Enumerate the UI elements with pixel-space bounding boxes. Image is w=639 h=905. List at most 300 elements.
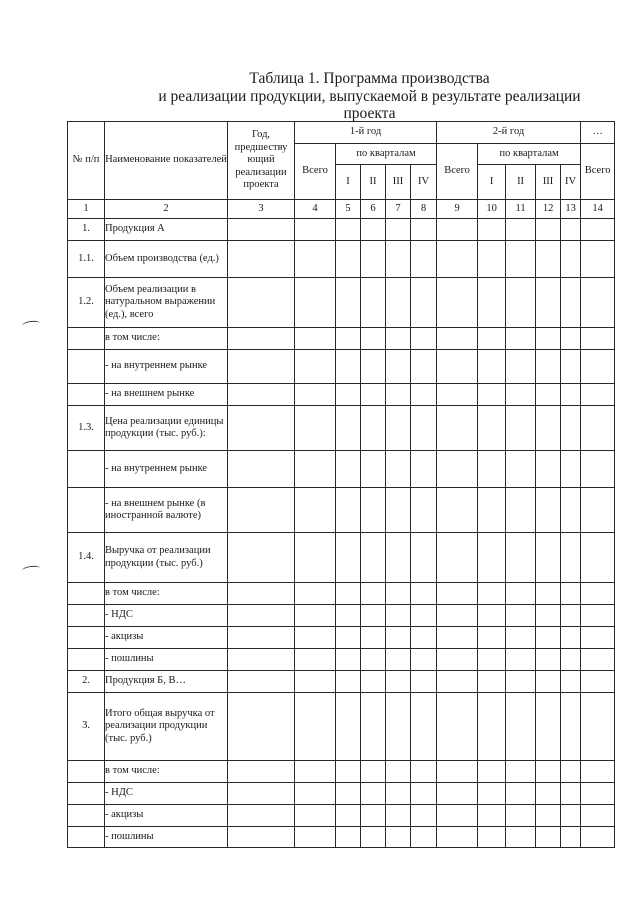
value-cell[interactable] — [295, 328, 336, 350]
value-cell[interactable] — [411, 451, 437, 488]
value-cell[interactable] — [336, 488, 361, 533]
value-cell[interactable] — [536, 278, 561, 328]
value-cell[interactable] — [295, 533, 336, 583]
value-cell[interactable] — [361, 649, 386, 671]
value-cell[interactable] — [336, 671, 361, 693]
value-cell[interactable] — [581, 241, 615, 278]
value-cell[interactable] — [536, 671, 561, 693]
value-cell[interactable] — [361, 241, 386, 278]
value-cell[interactable] — [437, 627, 478, 649]
column-number-cell: 4 — [295, 200, 336, 219]
value-cell[interactable] — [228, 451, 295, 488]
value-cell[interactable] — [506, 488, 536, 533]
value-cell[interactable] — [536, 783, 561, 805]
value-cell[interactable] — [581, 533, 615, 583]
value-cell[interactable] — [386, 649, 411, 671]
value-cell[interactable] — [536, 451, 561, 488]
indicator-name-cell: в том числе: — [105, 761, 228, 783]
value-cell[interactable] — [581, 488, 615, 533]
header-more-total: Всего — [581, 144, 615, 200]
value-cell[interactable] — [295, 219, 336, 241]
value-cell[interactable] — [336, 406, 361, 451]
value-cell[interactable] — [361, 278, 386, 328]
table-row — [68, 219, 615, 241]
value-cell[interactable] — [536, 219, 561, 241]
value-cell[interactable] — [506, 805, 536, 827]
value-cell[interactable] — [361, 350, 386, 384]
value-cell[interactable] — [536, 328, 561, 350]
value-cell[interactable] — [295, 627, 336, 649]
value-cell[interactable] — [478, 406, 506, 451]
value-cell[interactable] — [506, 406, 536, 451]
row-number-cell: 2. — [68, 671, 105, 693]
value-cell[interactable] — [361, 627, 386, 649]
value-cell[interactable] — [437, 583, 478, 605]
value-cell[interactable] — [336, 583, 361, 605]
value-cell[interactable] — [295, 241, 336, 278]
row-number-cell — [68, 605, 105, 627]
indicator-name-cell: Выручка от реализации продукции (тыс. руб.) — [105, 533, 228, 583]
header-num: № п/п — [68, 122, 105, 200]
value-cell[interactable] — [561, 278, 581, 328]
value-cell[interactable] — [361, 827, 386, 848]
value-cell[interactable] — [506, 350, 536, 384]
value-cell[interactable] — [336, 219, 361, 241]
value-cell[interactable] — [506, 384, 536, 406]
value-cell[interactable] — [478, 533, 506, 583]
value-cell[interactable] — [536, 384, 561, 406]
value-cell[interactable] — [228, 693, 295, 761]
table-row — [68, 649, 615, 671]
value-cell[interactable] — [478, 451, 506, 488]
value-cell[interactable] — [295, 488, 336, 533]
value-cell[interactable] — [295, 761, 336, 783]
value-cell[interactable] — [561, 671, 581, 693]
value-cell[interactable] — [336, 827, 361, 848]
value-cell[interactable] — [228, 761, 295, 783]
value-cell[interactable] — [228, 241, 295, 278]
value-cell[interactable] — [478, 761, 506, 783]
table-row — [68, 783, 615, 805]
value-cell[interactable] — [561, 384, 581, 406]
value-cell[interactable] — [437, 451, 478, 488]
value-cell[interactable] — [478, 241, 506, 278]
value-cell[interactable] — [478, 693, 506, 761]
value-cell[interactable] — [228, 488, 295, 533]
value-cell[interactable] — [437, 350, 478, 384]
value-cell[interactable] — [581, 328, 615, 350]
value-cell[interactable] — [411, 533, 437, 583]
value-cell[interactable] — [581, 827, 615, 848]
value-cell[interactable] — [536, 649, 561, 671]
value-cell[interactable] — [437, 278, 478, 328]
value-cell[interactable] — [361, 761, 386, 783]
value-cell[interactable] — [228, 805, 295, 827]
value-cell[interactable] — [506, 328, 536, 350]
header-year2-total: Всего — [437, 144, 478, 200]
value-cell[interactable] — [536, 406, 561, 451]
value-cell[interactable] — [437, 693, 478, 761]
value-cell[interactable] — [228, 328, 295, 350]
value-cell[interactable] — [295, 783, 336, 805]
value-cell[interactable] — [386, 693, 411, 761]
value-cell[interactable] — [336, 693, 361, 761]
value-cell[interactable] — [295, 451, 336, 488]
indicator-name-cell: в том числе: — [105, 328, 228, 350]
row-number-cell — [68, 827, 105, 848]
value-cell[interactable] — [361, 219, 386, 241]
row-number-cell — [68, 805, 105, 827]
value-cell[interactable] — [411, 805, 437, 827]
row-number-cell: 1.1. — [68, 241, 105, 278]
value-cell[interactable] — [386, 783, 411, 805]
value-cell[interactable] — [561, 328, 581, 350]
header-year1-by-quarters: по кварталам — [336, 144, 437, 165]
table-row — [68, 627, 615, 649]
value-cell[interactable] — [411, 827, 437, 848]
value-cell[interactable] — [437, 384, 478, 406]
value-cell[interactable] — [478, 805, 506, 827]
value-cell[interactable] — [336, 761, 361, 783]
value-cell[interactable] — [536, 827, 561, 848]
indicator-name-cell: - пошлины — [105, 827, 228, 848]
value-cell[interactable] — [386, 671, 411, 693]
value-cell[interactable] — [478, 827, 506, 848]
value-cell[interactable] — [561, 241, 581, 278]
value-cell[interactable] — [386, 278, 411, 328]
value-cell[interactable] — [561, 451, 581, 488]
value-cell[interactable] — [361, 533, 386, 583]
value-cell[interactable] — [437, 783, 478, 805]
value-cell[interactable] — [437, 671, 478, 693]
row-number-cell — [68, 627, 105, 649]
value-cell[interactable] — [386, 605, 411, 627]
value-cell[interactable] — [386, 384, 411, 406]
value-cell[interactable] — [386, 627, 411, 649]
value-cell[interactable] — [506, 671, 536, 693]
value-cell[interactable] — [437, 605, 478, 627]
value-cell[interactable] — [336, 384, 361, 406]
value-cell[interactable] — [506, 649, 536, 671]
value-cell[interactable] — [361, 693, 386, 761]
value-cell[interactable] — [581, 627, 615, 649]
value-cell[interactable] — [336, 783, 361, 805]
table-row — [68, 761, 615, 783]
value-cell[interactable] — [295, 278, 336, 328]
value-cell[interactable] — [228, 671, 295, 693]
value-cell[interactable] — [506, 219, 536, 241]
value-cell[interactable] — [478, 605, 506, 627]
value-cell[interactable] — [361, 488, 386, 533]
indicator-name-cell: - пошлины — [105, 649, 228, 671]
row-number-cell — [68, 328, 105, 350]
column-number-cell: 7 — [386, 200, 411, 219]
value-cell[interactable] — [561, 627, 581, 649]
value-cell[interactable] — [536, 488, 561, 533]
production-program-table — [67, 121, 615, 848]
value-cell[interactable] — [386, 827, 411, 848]
value-cell[interactable] — [411, 219, 437, 241]
table-row — [68, 671, 615, 693]
value-cell[interactable] — [561, 783, 581, 805]
value-cell[interactable] — [295, 693, 336, 761]
value-cell[interactable] — [478, 350, 506, 384]
value-cell[interactable] — [336, 805, 361, 827]
row-number-cell — [68, 384, 105, 406]
value-cell[interactable] — [228, 350, 295, 384]
value-cell[interactable] — [536, 583, 561, 605]
value-cell[interactable] — [506, 583, 536, 605]
value-cell[interactable] — [478, 328, 506, 350]
value-cell[interactable] — [386, 533, 411, 583]
value-cell[interactable] — [478, 671, 506, 693]
value-cell[interactable] — [561, 693, 581, 761]
value-cell[interactable] — [506, 451, 536, 488]
value-cell[interactable] — [228, 583, 295, 605]
value-cell[interactable] — [581, 649, 615, 671]
value-cell[interactable] — [361, 783, 386, 805]
row-number-cell — [68, 761, 105, 783]
value-cell[interactable] — [437, 328, 478, 350]
value-cell[interactable] — [478, 783, 506, 805]
value-cell[interactable] — [581, 605, 615, 627]
value-cell[interactable] — [336, 605, 361, 627]
value-cell[interactable] — [536, 605, 561, 627]
value-cell[interactable] — [561, 406, 581, 451]
value-cell[interactable] — [386, 488, 411, 533]
value-cell[interactable] — [506, 627, 536, 649]
value-cell[interactable] — [411, 241, 437, 278]
value-cell[interactable] — [295, 406, 336, 451]
value-cell[interactable] — [437, 406, 478, 451]
value-cell[interactable] — [506, 761, 536, 783]
value-cell[interactable] — [386, 451, 411, 488]
value-cell[interactable] — [361, 384, 386, 406]
table-row — [68, 533, 615, 583]
column-number-cell: 6 — [361, 200, 386, 219]
value-cell[interactable] — [386, 761, 411, 783]
value-cell[interactable] — [506, 241, 536, 278]
value-cell[interactable] — [295, 384, 336, 406]
value-cell[interactable] — [536, 533, 561, 583]
value-cell[interactable] — [437, 649, 478, 671]
row-number-cell — [68, 451, 105, 488]
value-cell[interactable] — [336, 533, 361, 583]
header-year-2: 2-й год — [437, 122, 581, 144]
table-row — [68, 350, 615, 384]
value-cell[interactable] — [295, 805, 336, 827]
row-number-cell — [68, 350, 105, 384]
value-cell[interactable] — [437, 827, 478, 848]
row-number-cell — [68, 783, 105, 805]
value-cell[interactable] — [561, 583, 581, 605]
value-cell[interactable] — [295, 583, 336, 605]
header-year-1: 1-й год — [295, 122, 437, 144]
value-cell[interactable] — [411, 406, 437, 451]
value-cell[interactable] — [386, 328, 411, 350]
value-cell[interactable] — [561, 761, 581, 783]
value-cell[interactable] — [581, 384, 615, 406]
column-number-cell: 2 — [105, 200, 228, 219]
indicator-name-cell: Цена реализации единицы продукции (тыс. руб.): — [105, 406, 228, 451]
value-cell[interactable] — [336, 328, 361, 350]
indicator-name-cell: - акцизы — [105, 805, 228, 827]
value-cell[interactable] — [295, 350, 336, 384]
column-number-cell: 14 — [581, 200, 615, 219]
value-cell[interactable] — [478, 384, 506, 406]
value-cell[interactable] — [478, 219, 506, 241]
value-cell[interactable] — [228, 605, 295, 627]
indicator-name-cell: Объем производства (ед.) — [105, 241, 228, 278]
value-cell[interactable] — [386, 219, 411, 241]
value-cell[interactable] — [536, 241, 561, 278]
column-number-cell: 5 — [336, 200, 361, 219]
value-cell[interactable] — [361, 605, 386, 627]
value-cell[interactable] — [506, 278, 536, 328]
value-cell[interactable] — [581, 583, 615, 605]
value-cell[interactable] — [437, 761, 478, 783]
value-cell[interactable] — [411, 649, 437, 671]
value-cell[interactable] — [228, 533, 295, 583]
value-cell[interactable] — [295, 671, 336, 693]
value-cell[interactable] — [478, 583, 506, 605]
value-cell[interactable] — [437, 533, 478, 583]
value-cell[interactable] — [228, 627, 295, 649]
value-cell[interactable] — [581, 761, 615, 783]
value-cell[interactable] — [478, 649, 506, 671]
value-cell[interactable] — [536, 805, 561, 827]
value-cell[interactable] — [336, 278, 361, 328]
value-cell[interactable] — [581, 406, 615, 451]
value-cell[interactable] — [295, 605, 336, 627]
table-row — [68, 827, 615, 848]
table-row — [68, 805, 615, 827]
value-cell[interactable] — [411, 693, 437, 761]
value-cell[interactable] — [561, 533, 581, 583]
value-cell[interactable] — [561, 350, 581, 384]
value-cell[interactable] — [411, 583, 437, 605]
value-cell[interactable] — [411, 278, 437, 328]
value-cell[interactable] — [506, 783, 536, 805]
value-cell[interactable] — [386, 805, 411, 827]
value-cell[interactable] — [437, 219, 478, 241]
value-cell[interactable] — [437, 241, 478, 278]
value-cell[interactable] — [561, 605, 581, 627]
value-cell[interactable] — [228, 384, 295, 406]
value-cell[interactable] — [536, 627, 561, 649]
value-cell[interactable] — [478, 278, 506, 328]
value-cell[interactable] — [411, 350, 437, 384]
margin-hole-mark-bottom — [22, 565, 41, 574]
indicator-name-cell: - на внешнем рынке (в иностранной валюте) — [105, 488, 228, 533]
value-cell[interactable] — [336, 241, 361, 278]
header-y2-q3: III — [536, 165, 561, 200]
value-cell[interactable] — [506, 827, 536, 848]
value-cell[interactable] — [581, 278, 615, 328]
value-cell[interactable] — [536, 693, 561, 761]
value-cell[interactable] — [506, 605, 536, 627]
row-number-cell — [68, 649, 105, 671]
value-cell[interactable] — [581, 451, 615, 488]
value-cell[interactable] — [581, 783, 615, 805]
value-cell[interactable] — [386, 241, 411, 278]
value-cell[interactable] — [561, 219, 581, 241]
indicator-name-cell: - на внешнем рынке — [105, 384, 228, 406]
value-cell[interactable] — [228, 827, 295, 848]
value-cell[interactable] — [411, 384, 437, 406]
value-cell[interactable] — [361, 451, 386, 488]
header-row-1 — [68, 122, 615, 144]
indicator-name-cell: - НДС — [105, 783, 228, 805]
value-cell[interactable] — [581, 671, 615, 693]
value-cell[interactable] — [411, 627, 437, 649]
value-cell[interactable] — [437, 488, 478, 533]
value-cell[interactable] — [561, 827, 581, 848]
value-cell[interactable] — [561, 488, 581, 533]
value-cell[interactable] — [295, 827, 336, 848]
value-cell[interactable] — [581, 219, 615, 241]
table-row — [68, 605, 615, 627]
value-cell[interactable] — [536, 761, 561, 783]
value-cell[interactable] — [561, 805, 581, 827]
value-cell[interactable] — [506, 693, 536, 761]
value-cell[interactable] — [361, 328, 386, 350]
value-cell[interactable] — [478, 488, 506, 533]
table-row — [68, 278, 615, 328]
row-number-cell: 1.2. — [68, 278, 105, 328]
value-cell[interactable] — [411, 328, 437, 350]
value-cell[interactable] — [386, 406, 411, 451]
value-cell[interactable] — [386, 350, 411, 384]
value-cell[interactable] — [361, 805, 386, 827]
value-cell[interactable] — [411, 783, 437, 805]
value-cell[interactable] — [361, 671, 386, 693]
column-number-cell: 12 — [536, 200, 561, 219]
value-cell[interactable] — [478, 627, 506, 649]
table-row — [68, 406, 615, 451]
table-row — [68, 693, 615, 761]
value-cell[interactable] — [437, 805, 478, 827]
value-cell[interactable] — [228, 783, 295, 805]
value-cell[interactable] — [336, 451, 361, 488]
value-cell[interactable] — [336, 350, 361, 384]
value-cell[interactable] — [295, 649, 336, 671]
indicator-name-cell: Итого общая выручка от реализации продукции (тыс. руб.) — [105, 693, 228, 761]
value-cell[interactable] — [506, 533, 536, 583]
value-cell[interactable] — [411, 605, 437, 627]
value-cell[interactable] — [386, 583, 411, 605]
value-cell[interactable] — [228, 219, 295, 241]
value-cell[interactable] — [411, 761, 437, 783]
value-cell[interactable] — [361, 406, 386, 451]
value-cell[interactable] — [411, 488, 437, 533]
value-cell[interactable] — [228, 406, 295, 451]
value-cell[interactable] — [228, 278, 295, 328]
value-cell[interactable] — [411, 671, 437, 693]
value-cell[interactable] — [561, 649, 581, 671]
value-cell[interactable] — [581, 350, 615, 384]
value-cell[interactable] — [336, 627, 361, 649]
indicator-name-cell: - на внутреннем рынке — [105, 350, 228, 384]
value-cell[interactable] — [228, 649, 295, 671]
value-cell[interactable] — [536, 350, 561, 384]
column-number-cell: 9 — [437, 200, 478, 219]
value-cell[interactable] — [336, 649, 361, 671]
value-cell[interactable] — [581, 805, 615, 827]
table-title-line-3: проекта — [343, 105, 396, 122]
value-cell[interactable] — [581, 693, 615, 761]
value-cell[interactable] — [361, 583, 386, 605]
